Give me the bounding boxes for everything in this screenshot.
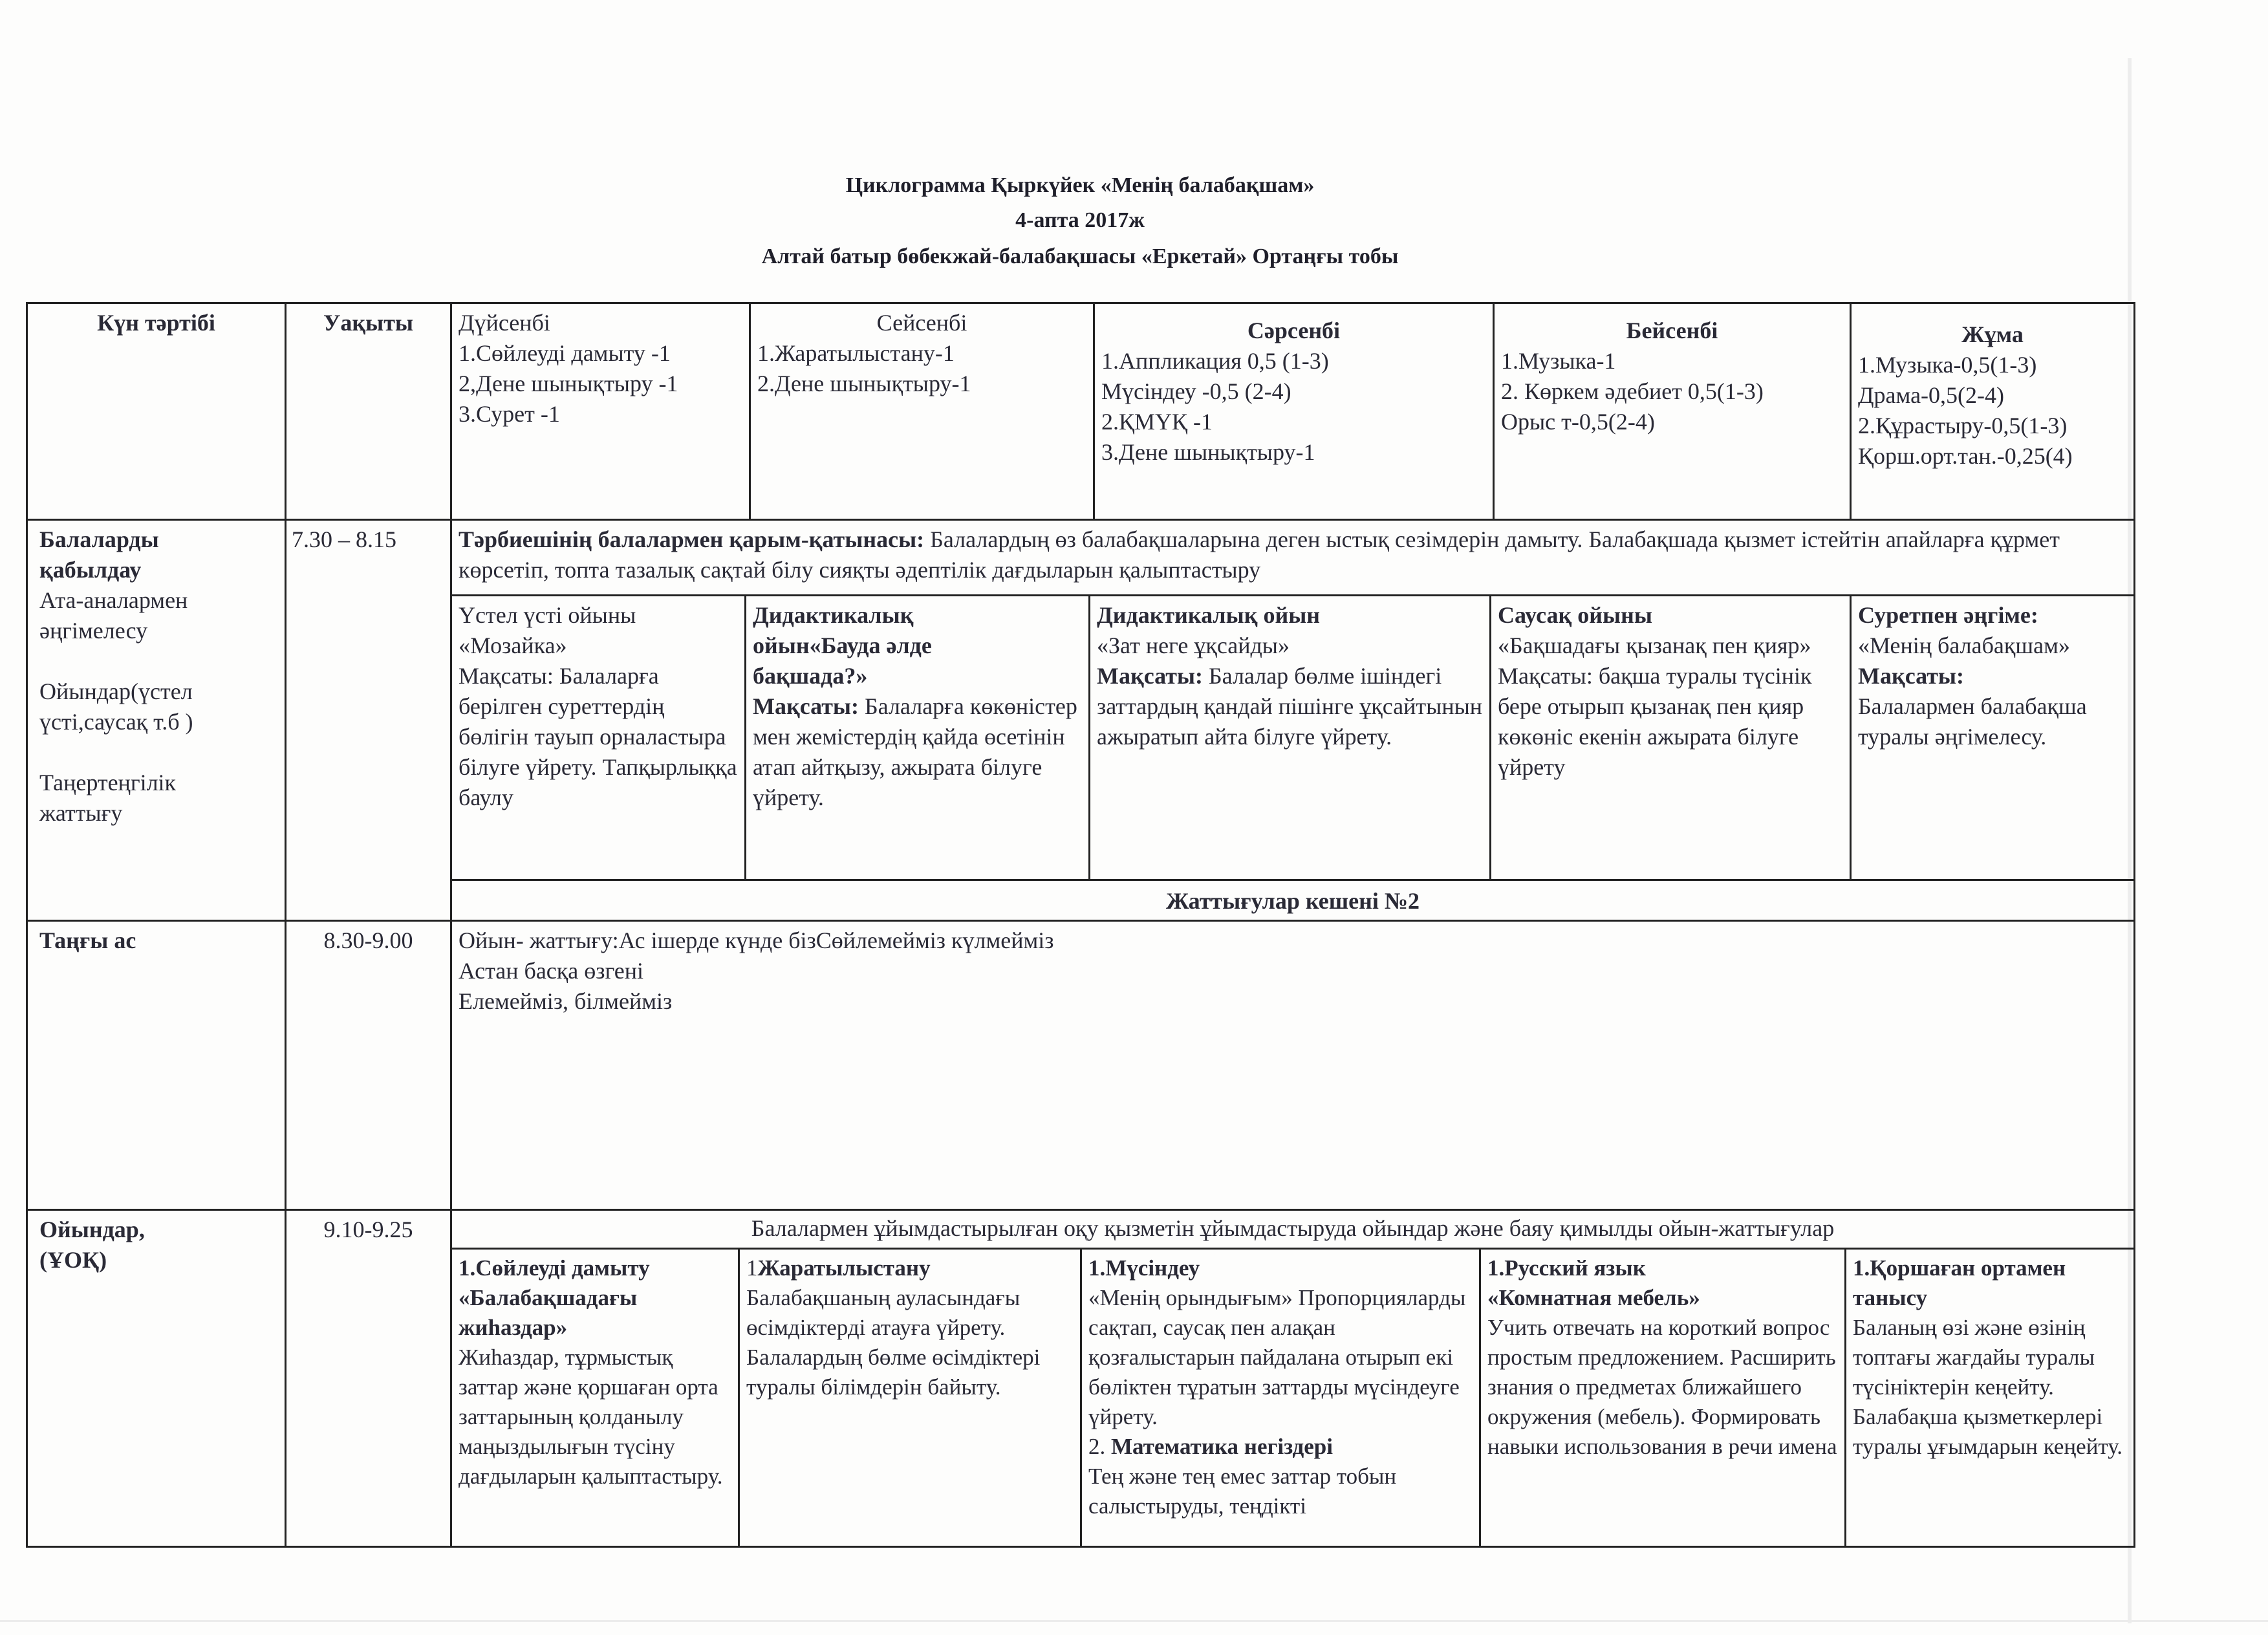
breakfast-label: Таңғы ас bbox=[26, 920, 285, 1209]
day-name: Сәрсенбі bbox=[1247, 318, 1341, 343]
day-name: Бейсенбі bbox=[1626, 318, 1718, 343]
lesson: Драма-0,5(2-4) bbox=[1858, 382, 2005, 408]
lesson: 1.Музыка-0,5(1-3) bbox=[1858, 352, 2037, 378]
reception-game-wednesday: Дидактикалық ойын «Зат неге ұқсайды» Мақсаты: Балалар бөлме ішіндегі заттардың қандай пішінге ұқсайтынын ажыратып айта білуге үйрету. bbox=[1088, 594, 1489, 879]
col-header-friday bbox=[1850, 302, 2135, 519]
ooq-thursday: 1.Русский язык «Комнатная мебель» Учить отвечать на короткий вопрос простым предложением. Расширить знания о предметах ближайшего окружения (мебель). Формировать навыки использования в речи имена bbox=[1479, 1248, 1844, 1548]
kindergarten-line: Алтай батыр бөбекжай-балабақшасы «Еркетай» Ортаңғы тобы bbox=[761, 244, 1399, 268]
breakfast-time: 8.30-9.00 bbox=[285, 920, 450, 1209]
breakfast-activity: Ойын- жаттығу:Ас ішерде күнде бізСөйлемейміз күлмейміз Астан басқа өзгені Елемейміз, білмейміз bbox=[450, 920, 2135, 1209]
lesson: 1.Жаратылыстану-1 bbox=[757, 340, 955, 366]
scan-edge-bottom bbox=[0, 1620, 2268, 1622]
reception-game-tuesday: Дидактикалық ойын«Бауда әлде бақшада?» Мақсаты: Балаларға көкөністер мен жемістердің қайда өсетінін атап айтқызу, ажырата білуге үйрету. bbox=[744, 594, 1088, 879]
games-ooq-banner: Балалармен ұйымдастырылған оқу қызметін ұйымдастыруда ойындар және баяу қимылды ойын-жаттығулар bbox=[450, 1209, 2135, 1248]
lesson: 2.Дене шынықтыру-1 bbox=[757, 371, 971, 396]
day-name: Жұма bbox=[1961, 321, 2024, 347]
lesson: Мүсіндеу -0,5 (2-4) bbox=[1101, 378, 1291, 404]
ooq-wednesday: 1.Мүсіндеу «Менің орындығым» Пропорцияларды сақтап, саусақ пен алақан қозғалыстарын пайдалана отырып екі бөліктен тұратын заттарды мүсіндеуге үйрету. 2. Математика негіздері Тең және тең емес заттар тобын салыстыруды, теңдікті bbox=[1080, 1248, 1479, 1548]
games-ooq-time: 9.10-9.25 bbox=[285, 1209, 450, 1548]
ooq-tuesday: 1Жаратылыстану Балабақшаның ауласындағы өсімдіктерді атауға үйрету. Балалардың бөлме өсімдіктері туралы білімдерін байыту. bbox=[738, 1248, 1080, 1548]
reception-time: 7.30 – 8.15 bbox=[285, 519, 450, 920]
lesson: 2. Көркем әдебиет 0,5(1-3) bbox=[1501, 378, 1764, 404]
lesson: Орыс т-0,5(2-4) bbox=[1501, 409, 1655, 435]
ooq-monday: 1.Сөйлеуді дамыту «Балабақшадағы жиһаздар» Жиһаздар, тұрмыстық заттар және қоршаған орта заттарының қолданылу маңыздылығын түсіну дағдыларын қалыптастыру. bbox=[450, 1248, 738, 1548]
ooq-friday: 1.Қоршаған ортамен танысу Баланың өзі және өзінің топтағы жағдайы туралы түсініктерін кеңейту. Балабақша қызметкерлері туралы ұғымдарын кеңейту. bbox=[1844, 1248, 2135, 1548]
lesson: 1.Аппликация 0,5 (1-3) bbox=[1101, 348, 1329, 374]
reception-game-thursday: Саусақ ойыны «Бақшадағы қызанақ пен қияр» Мақсаты: бақша туралы түсінік бере отырып қызанақ пен қияр көкөніс екенін ажырата білуге үйрету bbox=[1489, 594, 1850, 879]
day-name: Дүйсенбі bbox=[459, 310, 550, 336]
col-header-tuesday bbox=[749, 302, 1093, 519]
reception-label: Балаларды қабылдау Ата-аналармен әңгімелесу Ойындар(үстел үсті,саусақ т.б ) Таңертеңгілік жаттығу bbox=[26, 519, 285, 920]
lesson: Қорш.орт.тан.-0,25(4) bbox=[1858, 443, 2073, 469]
day-name: Сейсенбі bbox=[876, 310, 967, 336]
lesson: 3.Дене шынықтыру-1 bbox=[1101, 439, 1315, 465]
lesson: 1.Музыка-1 bbox=[1501, 348, 1616, 374]
reception-game-friday: Суретпен әңгіме: «Менің балабақшам» Мақсаты: Балалармен балабақша туралы әңгімелесу. bbox=[1850, 594, 2135, 879]
lesson: 2.Құрастыру-0,5(1-3) bbox=[1858, 413, 2068, 439]
lesson: 1.Сөйлеуді дамыту -1 bbox=[459, 340, 671, 366]
lesson: 2.ҚМҮҚ -1 bbox=[1101, 409, 1213, 435]
col-header-schedule: Күн тәртібі bbox=[26, 302, 285, 519]
col-header-time: Уақыты bbox=[285, 302, 450, 519]
page-title: Циклограмма Қыркүйек «Менің балабақшам» bbox=[845, 173, 1315, 197]
exercise-complex: Жаттығулар кешені №2 bbox=[450, 879, 2135, 920]
reception-communication: Тәрбиешінің балалармен қарым-қатынасы: Балалардың өз балабақшаларына деген ыстық сезімдерін дамыту. Балабақшада қызмет істейтін апайларға құрмет көрсетіп, топта тазалық сақтай білу сияқты әдептілік дағдыларын қалыптастыру bbox=[450, 519, 2135, 594]
week-line: 4-апта 2017ж bbox=[1015, 208, 1145, 232]
lesson: 2,Дене шынықтыру -1 bbox=[459, 371, 678, 396]
games-ooq-label: Ойындар, (ҰОҚ) bbox=[26, 1209, 285, 1548]
col-header-wednesday bbox=[1093, 302, 1493, 519]
lesson: 3.Сурет -1 bbox=[459, 401, 560, 427]
reception-game-monday: Үстел үсті ойыны «Мозайка» Мақсаты: Балаларға берілген суреттердің бөлігін тауып орналастыра білуге үйрету. Тапқырлыққа баулу bbox=[450, 594, 744, 879]
col-header-monday bbox=[450, 302, 749, 519]
col-header-thursday bbox=[1493, 302, 1850, 519]
